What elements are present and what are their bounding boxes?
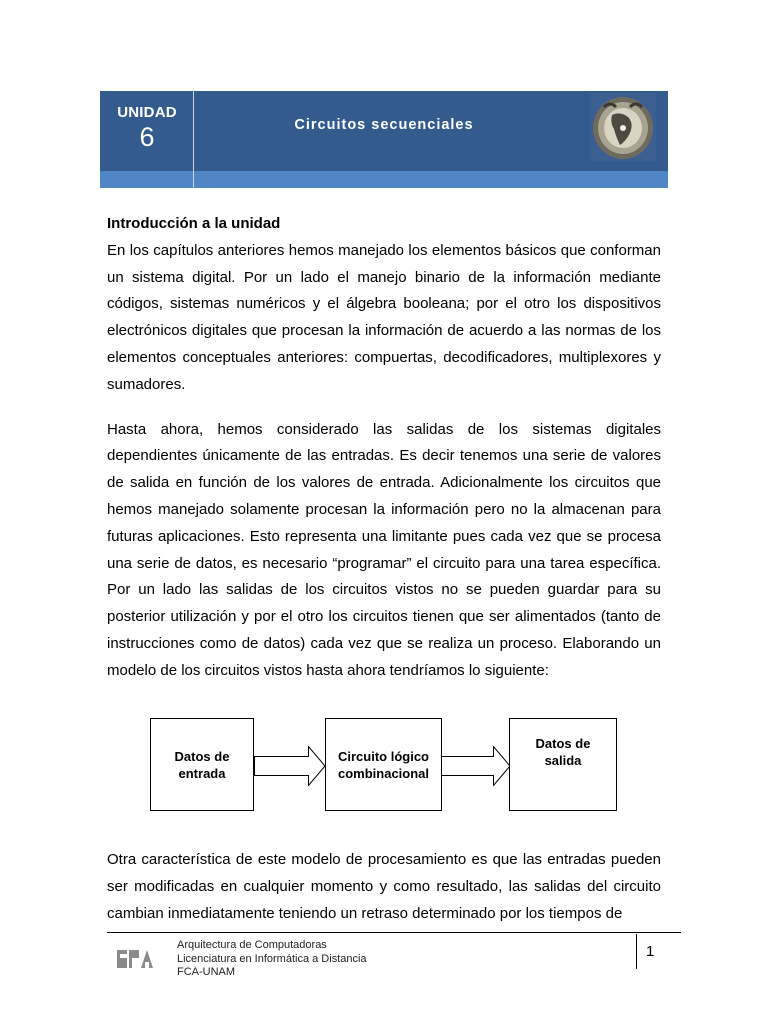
footer-course: Arquitectura de Computadoras: [177, 939, 327, 951]
unam-seal-icon: [590, 93, 656, 161]
continuation-content: [107, 847, 661, 927]
footer-divider: [107, 932, 681, 933]
page-number: 1: [646, 943, 655, 960]
footer-institution: FCA-UNAM: [177, 966, 236, 978]
paragraph-model: Otra característica de este modelo de procesamiento es que las entradas pueden ser modificadas en cualquier momento y como resultado, las salidas del circuito cambian inmediatamente teniendo un retraso determinado por los tiempos de: [107, 851, 661, 922]
combinational-circuit-box: [325, 718, 442, 811]
output-line1: Datos de: [535, 735, 591, 751]
footer-program: Licenciatura en Informática a Distancia: [177, 952, 367, 965]
input-data-box: [150, 718, 254, 811]
unit-number: 6: [139, 122, 155, 152]
unit-title: Circuitos secuenciales: [294, 117, 474, 133]
output-line2: salida: [544, 752, 582, 768]
arrow-right-icon: [254, 746, 326, 786]
paragraph-outputs: Hasta ahora, hemos considerado las salidas de los sistemas digitales dependientes únicamente de las entradas. Es decir tenemos una serie de valores de salida en función de los valores de entrada. Adicionalmente los circuitos que hemos manejado solamente procesan la información pero no la almacenan para futuras aplicaciones. Esto representa una limitante pues cada vez que se procesa una serie de datos, es necesario “programar” el circuito para una tarea específica. Por un lado las salidas de los circuitos vistos no se pueden guardar para su posterior utilización y por el otro los circuitos tienen que ser alimentados (tanto de instrucciones como de datos) cada vez que se realiza un proceso. Elaborando un modelo de los circuitos vistos hasta ahora tendríamos lo siguiente:: [107, 420, 661, 679]
unit-label: UNIDAD: [117, 104, 177, 121]
output-data-box: [509, 718, 617, 811]
process-line1: Circuito lógico: [338, 748, 429, 764]
input-line1: Datos de: [174, 748, 230, 764]
footer-separator: [636, 934, 637, 969]
section-heading: Introducción a la unidad: [107, 215, 281, 232]
input-line2: entrada: [178, 765, 226, 781]
combinational-model-diagram: [150, 718, 618, 813]
fca-logo-icon: [117, 948, 155, 970]
paragraph-intro: En los capítulos anteriores hemos manejado los elementos básicos que conforman un sistema digital. Por un lado el manejo binario de la información mediante códigos, sistemas numéricos y el álgebra booleana; por el otro los dispositivos electrónicos digitales que procesan la información de acuerdo a las normas de los elementos conceptuales anteriores: compuertas, decodificadores, multiplexores y sumadores.: [107, 241, 661, 393]
banner-strip: [100, 171, 668, 188]
process-line2: combinacional: [337, 765, 430, 781]
arrow-right-icon: [441, 746, 511, 786]
footer-text: [177, 939, 367, 980]
main-content: [107, 211, 661, 703]
